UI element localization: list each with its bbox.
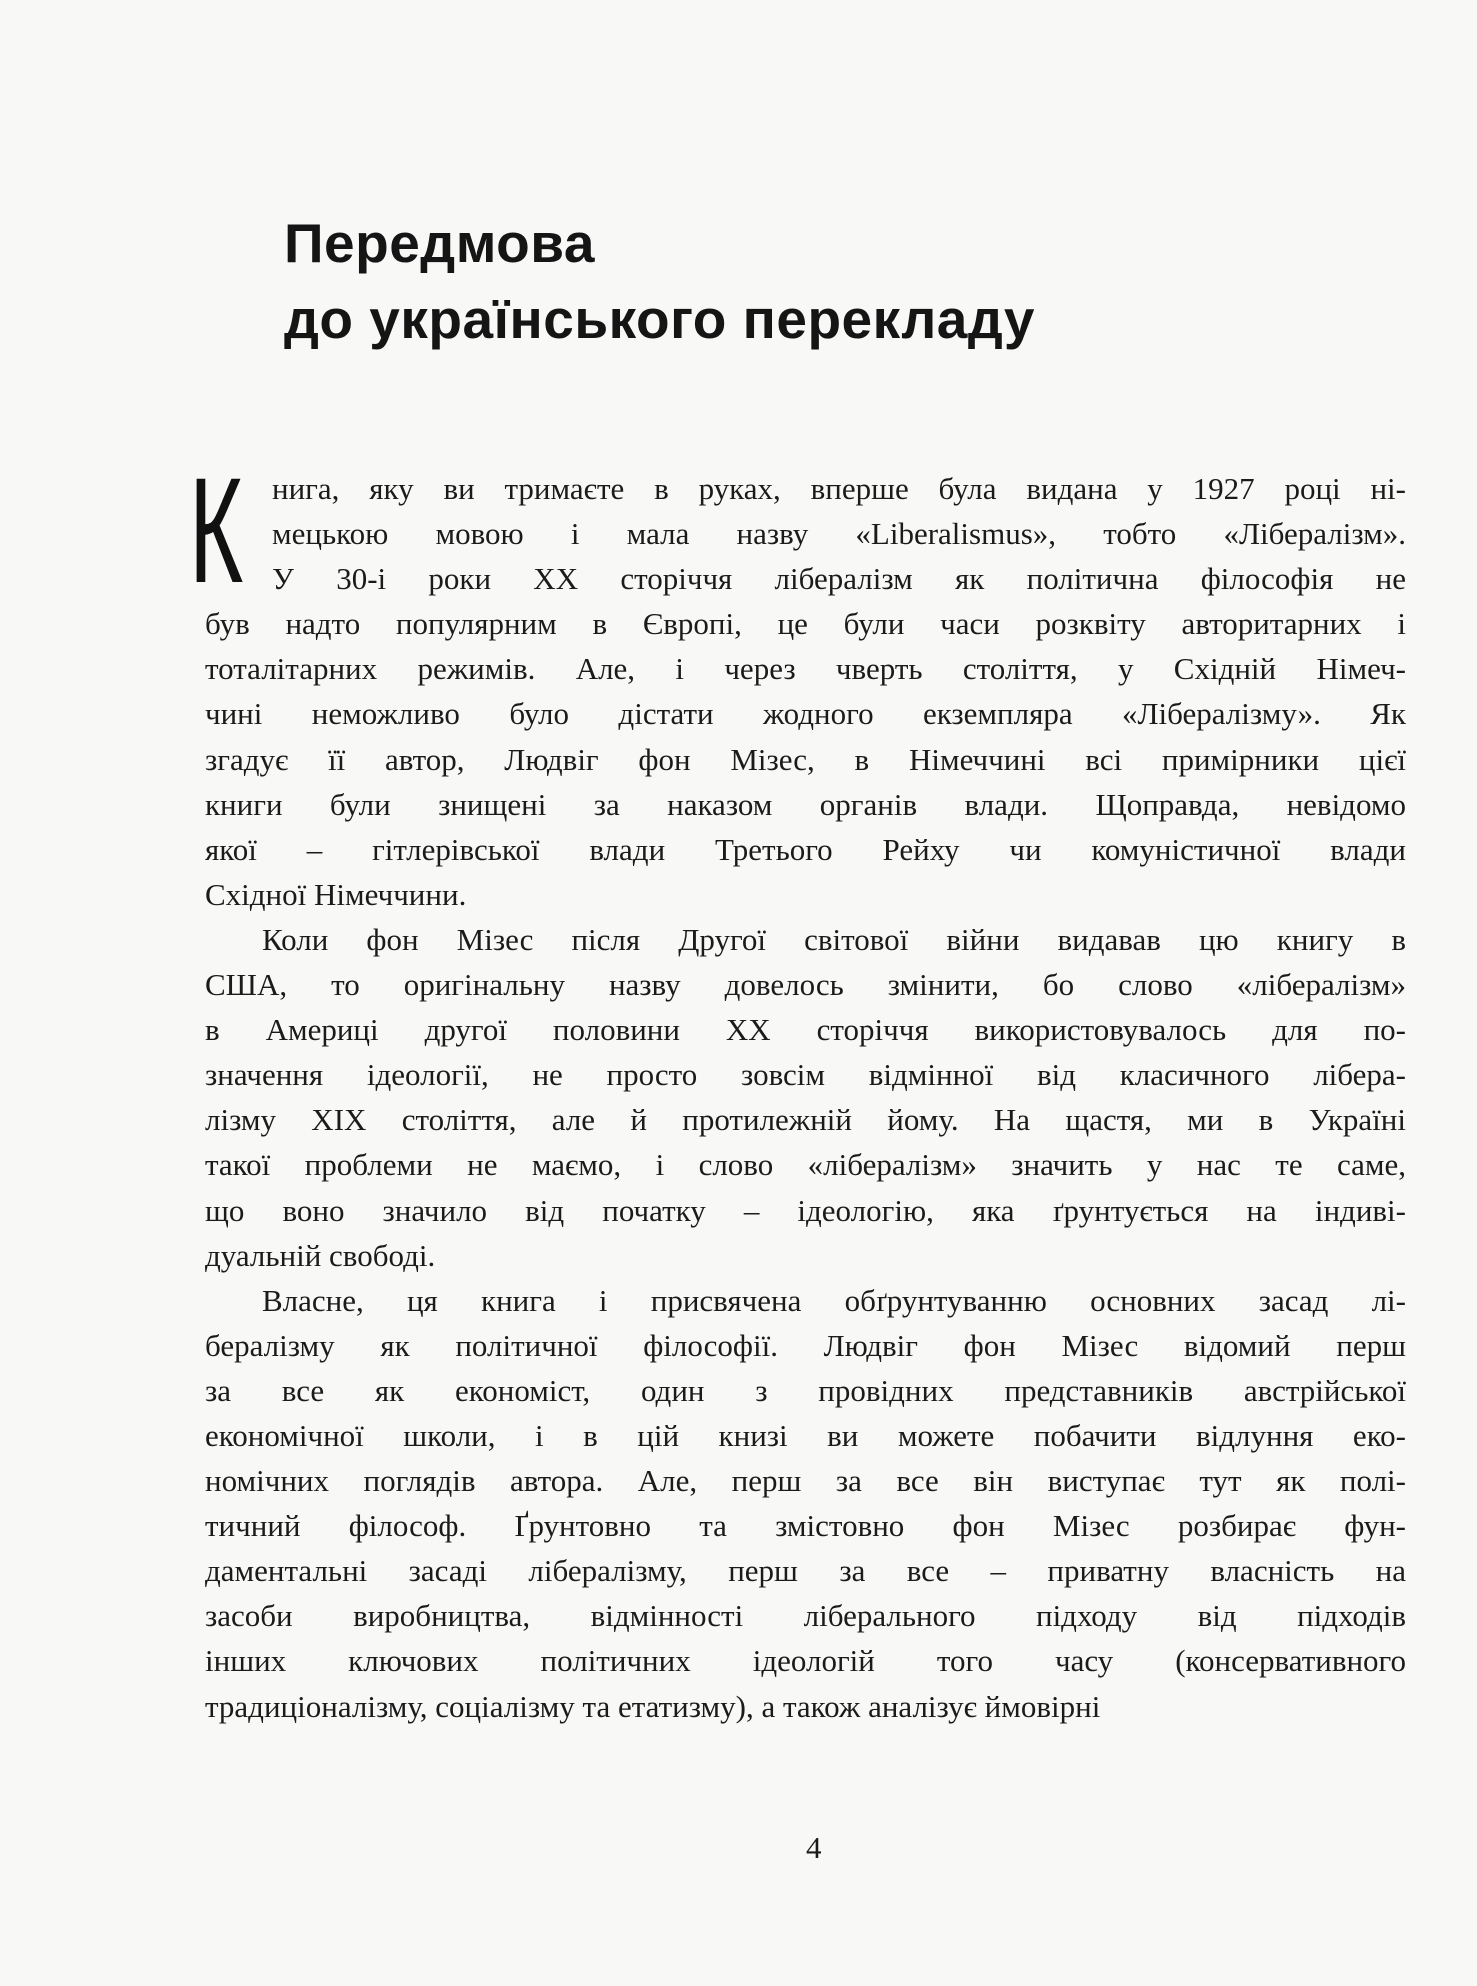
- text-line: лізму XIX століття, але й протилежній йому. На щастя, ми в Україні: [205, 1102, 1406, 1138]
- text-line: чині неможливо було дістати жодного екземпляра «Лібералізму». Як: [205, 696, 1406, 732]
- text-line: книги були знищені за наказом органів влади. Щоправда, невідомо: [205, 786, 1406, 822]
- text-line: Власне, ця книга і присвячена обґрунтуванню основних засад лі-: [262, 1282, 1406, 1318]
- text-line: мецькою мовою і мала назву «Liberalismus», тобто «Лібералізм».: [272, 516, 1406, 552]
- text-line: засоби виробництва, відмінності ліберального підходу від підходів: [205, 1598, 1406, 1634]
- paragraph: [205, 466, 1406, 917]
- text-line: інших ключових політичних ідеологій того часу (консервативного: [205, 1643, 1406, 1679]
- text-line: що воно значило від початку – ідеологію, яка ґрунтується на індиві-: [205, 1192, 1406, 1228]
- text-line: нига, яку ви тримаєте в руках, вперше була видана у 1927 році ні-: [272, 471, 1406, 506]
- paragraph: [205, 917, 1406, 1278]
- text-line: даментальні засаді лібералізму, перш за все – приватну власність на: [205, 1553, 1406, 1589]
- paragraph: [205, 1278, 1406, 1729]
- text-line: такої проблеми не маємо, і слово «лібералізм» значить у нас те саме,: [205, 1147, 1406, 1183]
- text-line: тоталітарних режимів. Але, і через чверть століття, у Східній Німеч-: [205, 651, 1406, 687]
- text-line: був надто популярним в Європі, це були часи розквіту авторитарних і: [205, 606, 1406, 642]
- text-line: тичний філософ. Ґрунтовно та змістовно фон Мізес розбирає фун-: [205, 1508, 1406, 1544]
- title-line-2: до українського перекладу: [284, 288, 1036, 350]
- text-line: економічної школи, і в цій книзі ви можете побачити відлуння еко-: [205, 1417, 1406, 1453]
- text-line: в Америці другої половини XX сторіччя використовувалось для по-: [205, 1012, 1406, 1048]
- text-line: згадує її автор, Людвіг фон Мізес, в Німеччині всі примірники цієї: [205, 741, 1406, 777]
- title-line-1: Передмова: [284, 212, 595, 274]
- text-line: У 30-і роки XX сторіччя лібералізм як політична філософія не: [272, 561, 1406, 597]
- text-line: номічних поглядів автора. Але, перш за все він виступає тут як полі-: [205, 1463, 1406, 1499]
- text-line: за все як економіст, один з провідних представників австрійської: [205, 1372, 1406, 1408]
- body-text: [189, 446, 1406, 1729]
- text-line: США, то оригінальну назву довелось змінити, бо слово «лібералізм»: [205, 967, 1406, 1003]
- text-line: якої – гітлерівської влади Третього Рейху чи комуністичної влади: [205, 831, 1406, 867]
- drop-cap: К: [189, 446, 244, 614]
- text-line: бералізму як політичної філософії. Людвіг фон Мізес відомий перш: [205, 1327, 1406, 1363]
- text-line: Коли фон Мізес після Другої світової війни видавав цю книгу в: [262, 921, 1406, 957]
- text-line: традиціоналізму, соціалізму та етатизму), а також аналізує ймовірні: [205, 1688, 1101, 1724]
- text-line: Східної Німеччини.: [205, 876, 467, 912]
- page-number: 4: [806, 1830, 822, 1865]
- page-title: [284, 205, 1035, 357]
- text-line: значення ідеології, не просто зовсім відмінної від класичного лібера-: [205, 1057, 1406, 1093]
- text-line: дуальній свободі.: [205, 1237, 436, 1273]
